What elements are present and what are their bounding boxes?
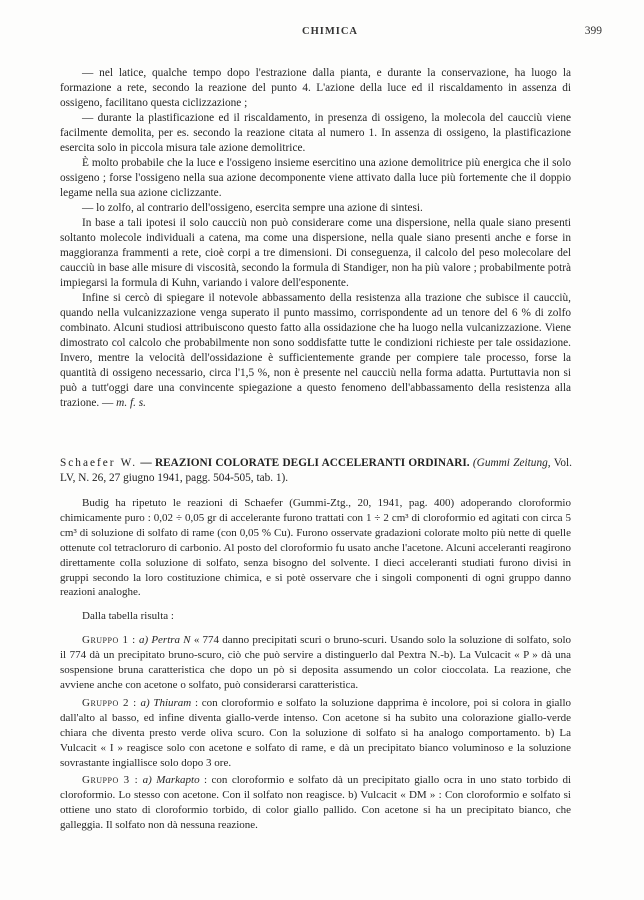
group-2-item-a: a): [140, 696, 150, 709]
article-author: Schaefer W.: [60, 457, 138, 469]
paragraph-group-2: [60, 696, 571, 771]
group-3-name: Markapto: [156, 774, 200, 787]
group-1-label: Gruppo 1 :: [82, 634, 136, 647]
paragraph-light-oxygen: È molto probabile che la luce e l'ossigeno insieme esercitino una azione demolitrice più energica che il solo ossigeno ; forse l'ossigeno nella sua azione decomponente viene attivato dalla luce più fortemente che il doppio legame nella sua azione ciclizzante.: [60, 157, 571, 199]
group-3-text: : con cloroformio e solfato dà un precipitato giallo ocra in uno stato torbido di cloroformio. Lo stesso con acetone. Con il solfato non reagisce. b) Vulcacit « DM » : Con cloroformio e solfato si ottiene uno stato di cloroformio torbido, di color giallo pallido. Con acetone si ha un precipitato bianco, che galleggia. Il solfato non dà nessuna reazione.: [60, 774, 572, 832]
page-header: [60, 26, 600, 46]
author-signature: m. f. s.: [116, 397, 146, 409]
paragraph-group-1: [60, 633, 571, 693]
group-3-item-a: a): [142, 774, 152, 787]
section-rubber-oxidation: [60, 66, 571, 411]
page-number: 399: [584, 25, 602, 37]
paragraph-tensile: [60, 291, 571, 411]
tensile-text: Infine si cercò di spiegare il notevole abbassamento della resistenza alla trazione che subisce il caucciù, quando nella vulcanizzazione venga superato il punto massimo, corrispondente ad un tenore del 6 % di zolfo combinato. Alcuni studiosi attribuiscono questo fatto alla ossidazione che ha luogo nella vulcanizzazione. Viene dimostrato col calcolo che probabilmente non sono soddisfatte tutte le condizioni richieste per tale ossidazione. Invero, mentre la velocità dell'ossidazione è sufficientemente grande per compiere tale processo, forse la quantità di ossigeno necessario, circa l'1,5 %, non è presente nel caucciù nella forma adatta. Purtuttavia non si può a tutt'oggi dare una convincente spiegazione a questo fenomeno dell'abbassamento della resistenza alla trazione. —: [60, 292, 571, 409]
paragraph-sulfur: — lo zolfo, al contrario dell'ossigeno, esercita sempre una azione di sintesi.: [82, 202, 423, 214]
group-3-label: Gruppo 3 :: [82, 774, 139, 787]
paragraph-budig: Budig ha ripetuto le reazioni di Schaefer (Gummi-Ztg., 20, 1941, pag. 400) adoperando cloroformio chimicamente puro : 0,02 ÷ 0,05 gr di accelerante furono trattati con 1 ÷ 2 cm³ di cloroformio ed agitati con circa 5 cm³ di soluzione di solfato di rame (con 0,05 % Cu). Furono osservate gradazioni colorate molto più nette di quelle ottenute col tetracloruro di carbonio. Al posto del cloroformio fu usato anche l'acetone. Alcuni acceleranti reagirono direttamente colla soluzione di solfato, senza bisogno del solvente. I dieci acceleranti studiati furono divisi in gruppi secondo la loro costituzione chimica, e si potè osservare che i singoli componenti di ogni gruppo danno reazioni analoghe.: [60, 497, 571, 599]
paragraph-plastification: — durante la plastificazione ed il riscaldamento, in presenza di ossigeno, la molecola del caucciù viene facilmente demolita, per es. secondo la reazione citata al numero 1. In assenza di ossigeno, la plastificazione esercita solo in piccola misura tale azione demolitrice.: [60, 112, 571, 154]
section-accelerants: [60, 496, 571, 833]
running-title: CHIMICA: [302, 26, 358, 37]
group-2-label: Gruppo 2 :: [82, 696, 137, 709]
paragraph-table-intro: Dalla tabella risulta :: [82, 610, 174, 623]
article-source-journal: (Gummi Zeitung,: [472, 457, 551, 469]
group-1-item-a: a): [138, 634, 149, 647]
group-2-name: Thiuram: [153, 696, 192, 709]
article-title: — REAZIONI COLORATE DEGLI ACCELERANTI ORDINARI.: [140, 457, 470, 469]
group-2-text: : con cloroformio e solfato la soluzione dapprima è incolore, poi si colora in giallo dall'alto al basso, ed infine diventa giallo-verde intenso. Con acetone si ha subito una colorazione giallo-verde chiara che diventa presto verde oliva scuro. Con la soluzione di solfato si ha analogo comportamento. b) La Vulcacit « I » reagisce solo con acetone e solfato di rame, e dà un precipitato bianco voluminoso e la soluzione sovrastante ingiallisce solo dopo 3 ore.: [60, 696, 572, 769]
group-1-text: « 774 danno precipitati scuri o bruno-scuri. Usando solo la soluzione di solfato, solo il 774 dà un precipitato bruno-scuro, ciò che può servire a distinguerlo dal Pextra N.-b). La Vulcacit « P » dà una sospensione bruna caratteristica che dopo un pò si deposita assumendo un color cioccolata. La reazione, che avviene anche con acetone o solfato, può considerarsi caratteristica.: [60, 634, 572, 691]
paragraph-dispersion: In base a tali ipotesi il solo caucciù non può considerare come una dispersione, nella quale siano presenti soltanto molecole individuali a catena, ma come una dispersione, nella quale siano presenti anche e forse in maggioranza frammenti a rete, cioè corpi a tre dimensioni. Di conseguenza, il calcolo del peso molecolare del caucciù in base alle misure di viscosità, secondo la formula di Standiger, non ha più valore ; probabilmente potrà impiegarsi la formula di Kuhn, variando i valore dell'esponente.: [60, 217, 571, 289]
article-heading: [60, 456, 572, 486]
paragraph-latex: — nel latice, qualche tempo dopo l'estrazione dalla pianta, e durante la conservazione, ha luogo la formazione a rete, secondo la reazione del punto 4. L'azione della luce ed il riscaldamento in assenza di ossigeno, facilitano questa ciclizzazione ;: [60, 67, 571, 109]
article-source-details: Vol. LV, N. 26, 27 giugno 1941, pagg. 504-505, tab. 1).: [60, 457, 573, 484]
paragraph-group-3: [60, 773, 571, 833]
group-1-name: Pertra N: [151, 634, 191, 647]
